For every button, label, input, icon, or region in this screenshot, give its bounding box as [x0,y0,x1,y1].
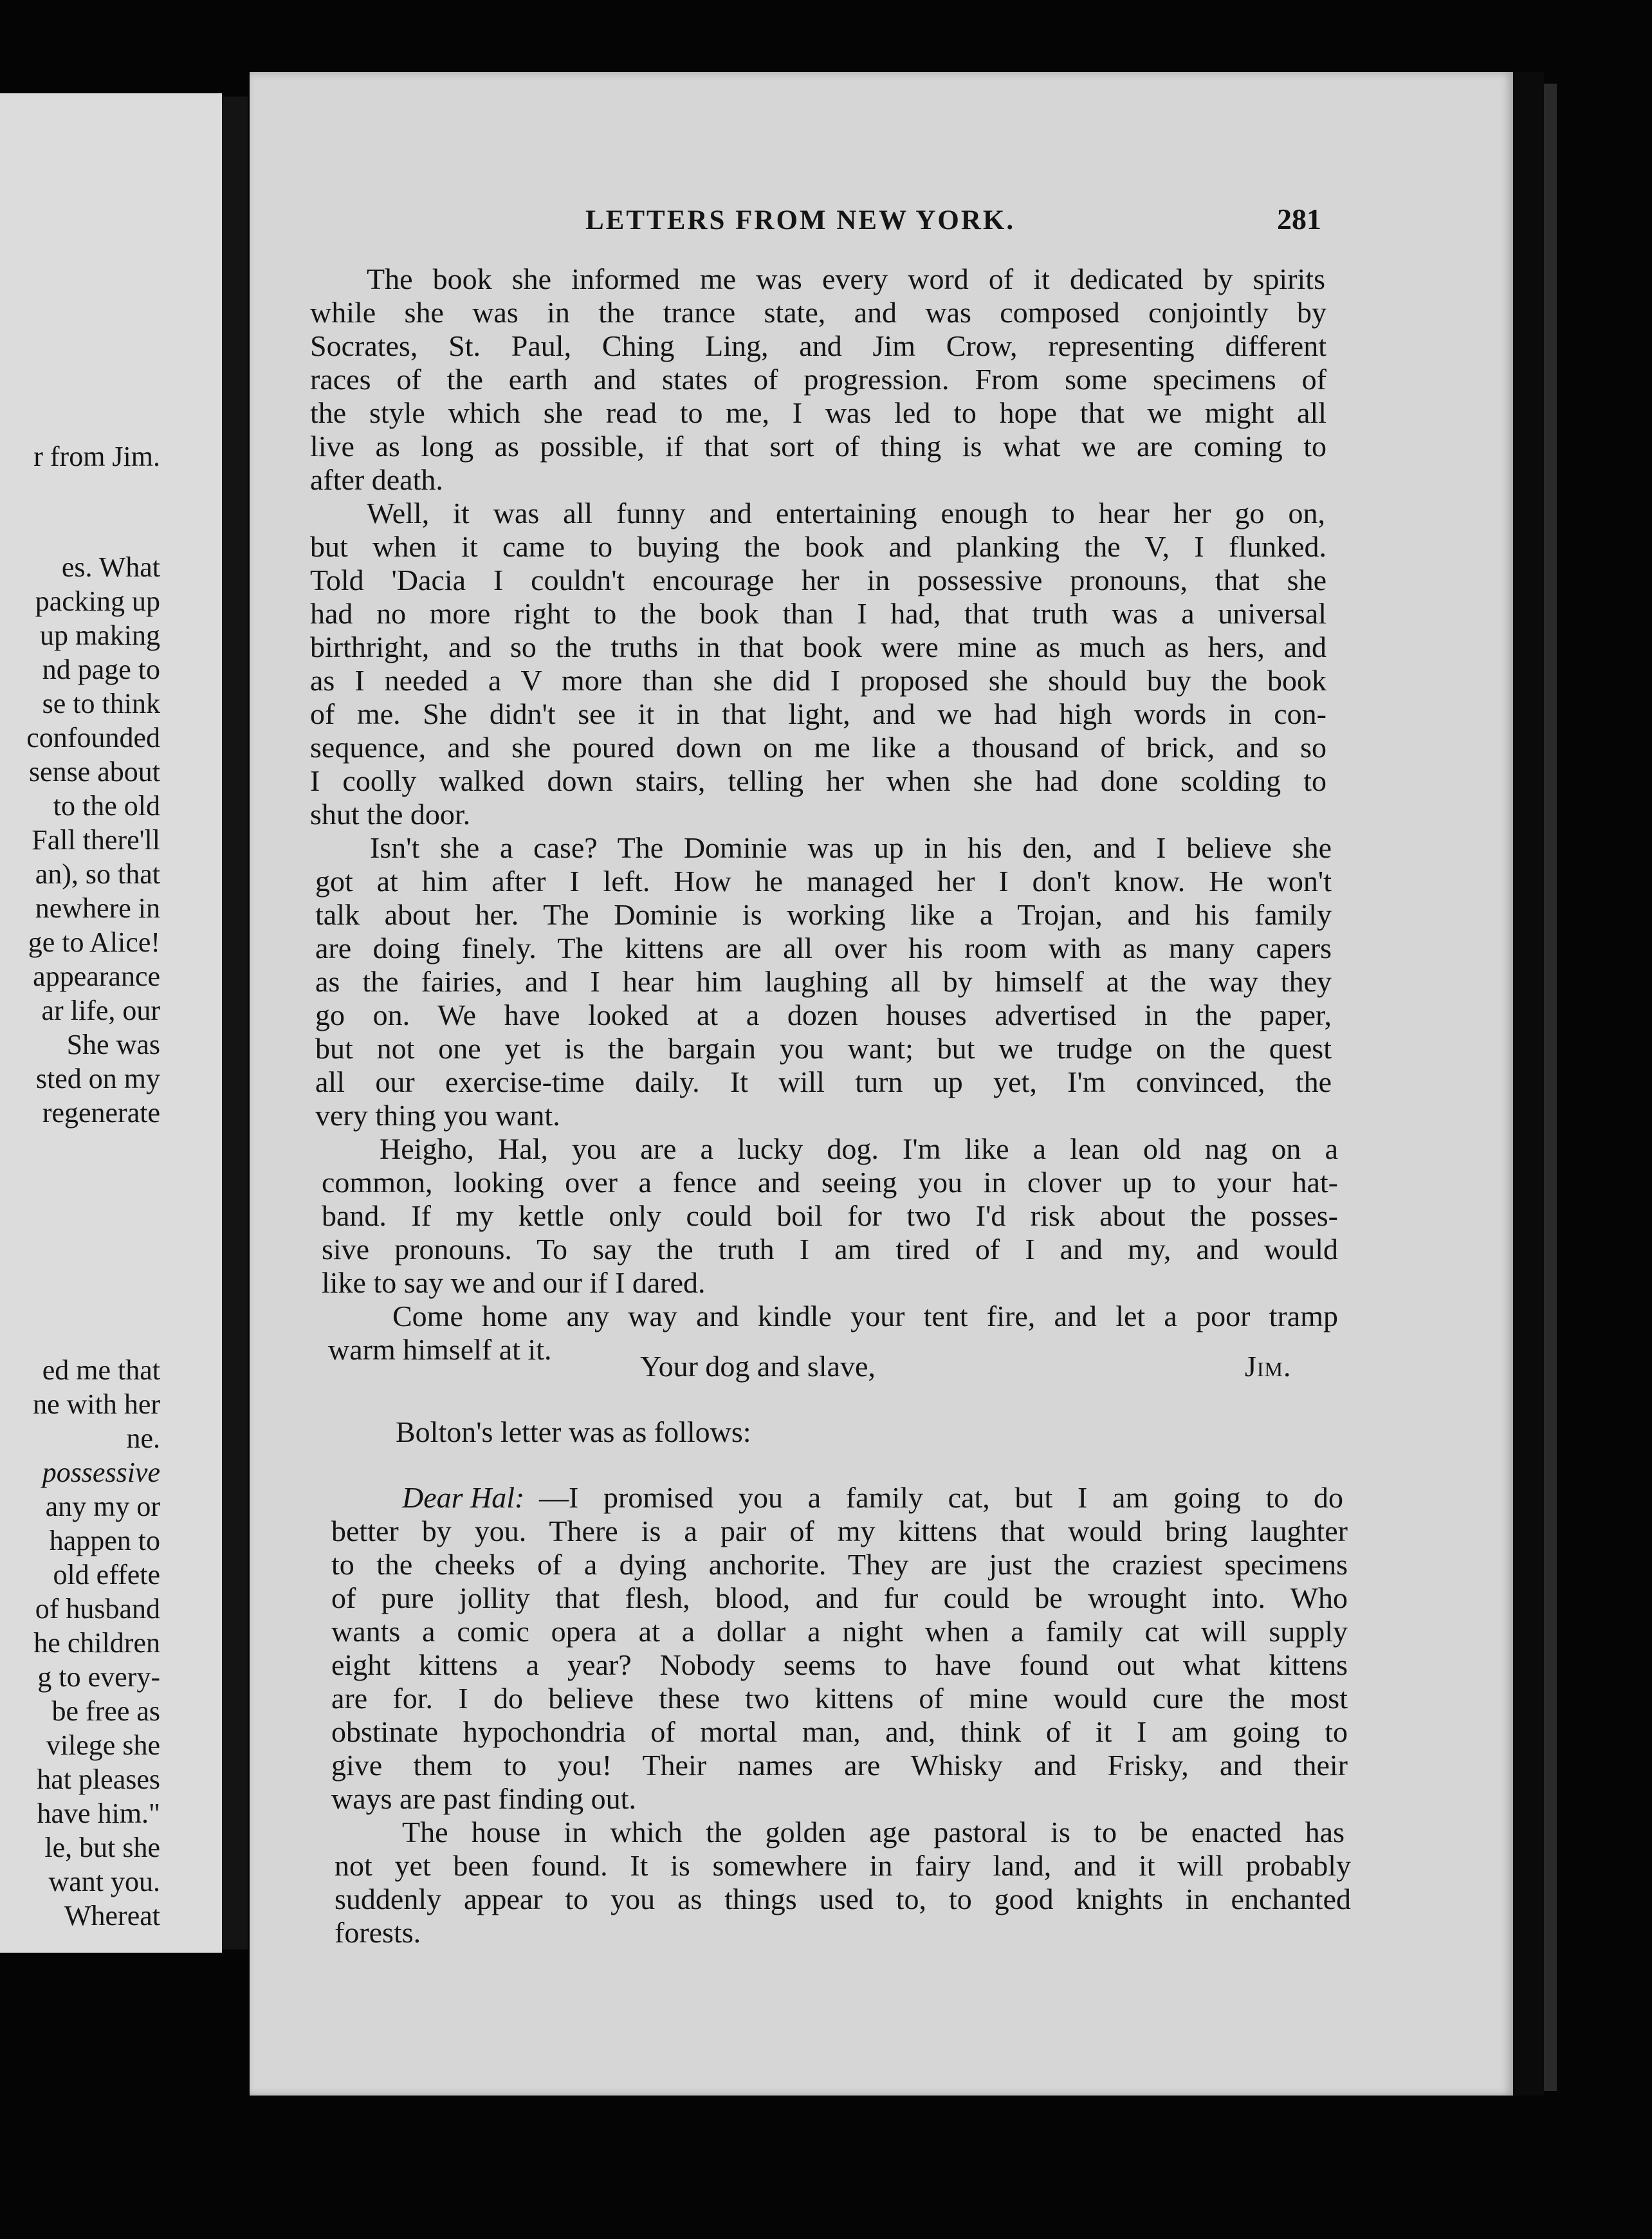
left-line: le, but she [44,1832,160,1863]
text-line: sequence, and she poured down on me like a thousand of brick, and so [310,731,1326,764]
text-line: Told 'Dacia I couldn't encourage her in possessive pronouns, that she [310,564,1326,596]
text-line: like to say we and our if I dared. [322,1266,706,1299]
letter-signature: Jim. [1245,1350,1292,1383]
left-line: any my or [45,1491,160,1522]
bolton-intro: Bolton's letter was as follows: [396,1415,751,1448]
text-line: wants a comic opera at a dollar a night when a family cat will supply [331,1615,1348,1648]
left-line: up making [40,620,160,651]
letter-closing: Your dog and slave, [640,1350,876,1383]
text-line: suddenly appear to you as things used to, to good knights in enchanted [335,1883,1351,1915]
left-line: vilege she [46,1729,160,1761]
text-line: races of the earth and states of progression. From some specimens of [310,363,1326,396]
text-line: as I needed a V more than she did I proposed she should buy the book [310,664,1326,697]
text-line: common, looking over a fence and seeing you in clover up to your hat- [322,1166,1338,1199]
left-line: Whereat [64,1900,160,1931]
text-line: are for. I do believe these two kittens of mine would cure the most [331,1682,1348,1715]
left-line: be free as [51,1695,160,1727]
text-line: —I promised you a family cat, but I am going to do [539,1481,1343,1514]
text-line: sive pronouns. To say the truth I am tired of I and my, and would [322,1233,1338,1266]
text-line: better by you. There is a pair of my kittens that would bring laughter [331,1515,1348,1547]
left-line: Fall there'll [32,824,160,856]
left-line: old effete [53,1559,160,1590]
text-line: got at him after I left. How he managed her I don't know. He won't [315,865,1332,898]
page-gutter [222,97,248,1949]
left-line: nd page to [42,654,160,685]
left-line: ed me that [42,1354,160,1386]
text-line: but not one yet is the bargain you want; but we trudge on the quest [315,1032,1332,1065]
left-line: es. What [61,551,160,583]
left-facing-page [0,93,222,1953]
text-line: shut the door. [310,798,471,831]
left-line: sted on my [35,1063,160,1094]
text-line: give them to you! Their names are Whisky and Frisky, and their [331,1749,1348,1782]
text-line: Heigho, Hal, you are a lucky dog. I'm like a lean old nag on a [380,1132,1338,1165]
text-line: The house in which the golden age pastoral is to be enacted has [402,1816,1345,1848]
left-line: ne. [126,1423,160,1454]
left-line: ar life, our [41,995,160,1026]
text-line: go on. We have looked at a dozen houses advertised in the paper, [315,999,1332,1031]
text-line: I coolly walked down stairs, telling her when she had done scolding to [310,764,1326,797]
letter-salutation: Dear Hal: [402,1481,525,1514]
left-line: r from Jim. [33,441,160,472]
text-line: of pure jollity that flesh, blood, and fur could be wrought into. Who [331,1581,1348,1614]
right-edge-shadow [1513,72,1544,2096]
left-line: confounded [26,722,160,753]
left-line: sense about [28,756,160,788]
text-line: the style which she read to me, I was led to hope that we might all [310,396,1326,429]
running-head: LETTERS FROM NEW YORK. [585,205,1016,235]
left-line: he children [33,1627,160,1659]
text-line: not yet been found. It is somewhere in fairy land, and it will probably [335,1849,1351,1882]
left-line: ge to Alice! [28,926,160,958]
left-line: appearance [33,961,160,992]
text-line: Isn't she a case? The Dominie was up in his den, and I believe she [370,831,1332,864]
text-line: to the cheeks of a dying anchorite. They are just the craziest specimens [331,1548,1348,1581]
text-line: forests. [335,1916,421,1949]
left-line: regenerate [42,1097,160,1129]
text-line: Well, it was all funny and entertaining enough to hear her go on, [367,497,1325,530]
text-line: birthright, and so the truths in that book were mine as much as hers, and [310,631,1326,663]
left-line: happen to [49,1525,160,1556]
left-line: have him." [37,1798,160,1829]
text-line: warm himself at it. [328,1333,552,1366]
page-number: 281 [1277,203,1321,235]
text-line: after death. [310,463,443,496]
left-line: newhere in [35,892,160,924]
text-line: live as long as possible, if that sort of thing is what we are coming to [310,430,1326,463]
left-line: g to every- [37,1661,160,1693]
text-line: very thing you want. [315,1099,560,1132]
text-line: as the fairies, and I hear him laughing all by himself at the way they [315,965,1332,998]
text-line: talk about her. The Dominie is working like a Trojan, and his family [315,898,1332,931]
left-line: an), so that [35,858,160,890]
text-line: obstinate hypochondria of mortal man, and, think of it I am going to [331,1715,1348,1748]
text-line: while she was in the trance state, and was composed conjointly by [310,296,1326,329]
text-line: had no more right to the book than I had, that truth was a universal [310,597,1326,630]
text-line: Socrates, St. Paul, Ching Ling, and Jim Crow, representing different [310,329,1326,362]
text-line: ways are past finding out. [331,1782,636,1815]
text-line: of me. She didn't see it in that light, and we had high words in con- [310,697,1326,730]
text-line: are doing finely. The kittens are all over his room with as many capers [315,932,1332,964]
text-line: The book she informed me was every word of it dedicated by spirits [367,263,1325,295]
left-line: want you. [48,1866,160,1897]
text-line: all our exercise-time daily. It will turn up yet, I'm convinced, the [315,1065,1332,1098]
text-line: eight kittens a year? Nobody seems to have found out what kittens [331,1648,1348,1681]
left-line: She was [66,1029,160,1060]
left-line: ne with her [33,1388,160,1420]
text-line: Come home any way and kindle your tent fire, and let a poor tramp [392,1300,1338,1332]
left-line: se to think [42,688,160,719]
right-edge-shadow [1544,84,1557,2091]
text-line: band. If my kettle only could boil for two I'd risk about the posses- [322,1199,1338,1232]
text-line: but when it came to buying the book and planking the V, I flunked. [310,530,1326,563]
left-line: of husband [35,1593,160,1625]
left-line: to the old [53,790,160,822]
left-line: packing up [35,585,160,617]
left-line: possessive [42,1457,160,1488]
left-line: hat pleases [37,1764,160,1795]
